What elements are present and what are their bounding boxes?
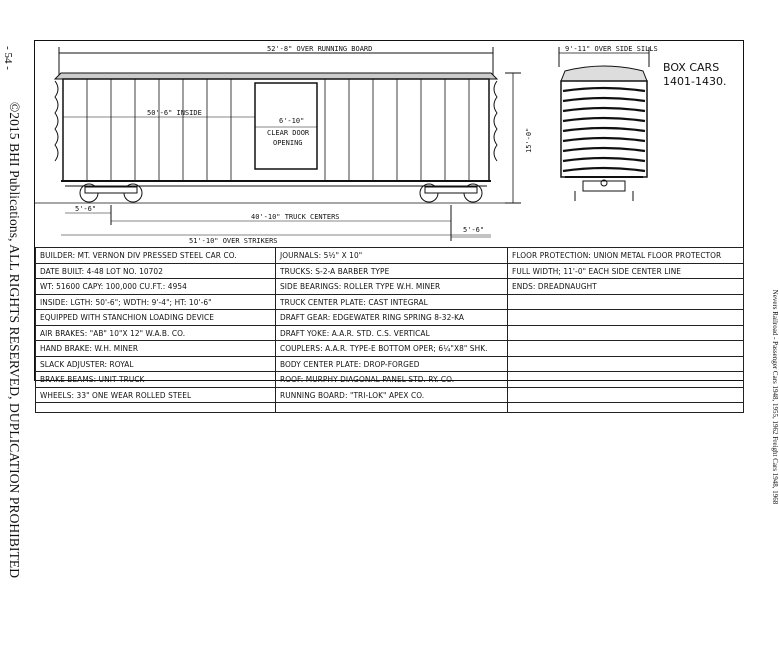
spec-cell: EQUIPPED WITH STANCHION LOADING DEVICE	[36, 310, 276, 326]
spec-row	[36, 248, 744, 264]
left-overhang-label: 5'-6"	[75, 205, 97, 213]
spec-cell: WT: 51600 CAPY: 100,000 CU.FT.: 4954	[36, 279, 276, 295]
spec-cell: HAND BRAKE: W.H. MINER	[36, 341, 276, 357]
door-width-label: 6'-10"	[279, 117, 305, 125]
spec-cell: FLOOR PROTECTION: UNION METAL FLOOR PROTECTOR	[508, 248, 744, 264]
spec-cell: BUILDER: MT. VERNON DIV PRESSED STEEL CAR CO.	[36, 248, 276, 264]
spec-row	[36, 294, 744, 310]
side-caption: Nevers Railroad - Passenger Cars 1948, 1955, 1962 Freight Cars 1948, 1968	[771, 289, 779, 505]
door-label-line2: OPENING	[273, 139, 303, 147]
spec-row	[36, 356, 744, 372]
right-overhang-label: 5'-6"	[463, 226, 485, 234]
spec-cell: BODY CENTER PLATE: DROP-FORGED	[276, 356, 508, 372]
spec-row	[36, 341, 744, 357]
door-label-line1: CLEAR DOOR	[267, 129, 310, 137]
right-truck	[420, 184, 482, 202]
spec-cell: BRAKE BEAMS: UNIT TRUCK	[36, 372, 276, 388]
spec-cell	[36, 403, 276, 413]
spec-cell: DRAFT YOKE: A.A.R. STD. C.S. VERTICAL	[276, 325, 508, 341]
over-strikers-label: 51'-10" OVER STRIKERS	[189, 237, 278, 245]
specification-table	[35, 247, 744, 413]
spec-cell: AIR BRAKES: "AB" 10"X 12" W.A.B. CO.	[36, 325, 276, 341]
page-number: - 54 -	[1, 46, 14, 70]
spec-cell: ROOF: MURPHY DIAGONAL PANEL STD. RY. CO.	[276, 372, 508, 388]
spec-cell	[508, 372, 744, 388]
spec-cell	[508, 325, 744, 341]
inside-length-label: 50'-6" INSIDE	[147, 109, 202, 117]
spec-row	[36, 372, 744, 388]
spec-cell: INSIDE: LGTH: 50'-6"; WDTH: 9'-4"; HT: 10'-6"	[36, 294, 276, 310]
spec-cell	[508, 387, 744, 403]
end-view-roof	[561, 66, 647, 81]
left-end-ladder	[55, 81, 58, 161]
spec-row	[36, 279, 744, 295]
spec-cell: COUPLERS: A.A.R. TYPE-E BOTTOM OPER; 6¼"X8" SHK.	[276, 341, 508, 357]
spec-cell: JOURNALS: 5½" X 10"	[276, 248, 508, 264]
right-end-ladder	[494, 81, 497, 161]
diagram-sheet	[34, 40, 744, 400]
left-truck	[80, 184, 142, 202]
spec-cell	[508, 310, 744, 326]
spec-cell: ENDS: DREADNAUGHT	[508, 279, 744, 295]
spec-cell: TRUCK CENTER PLATE: CAST INTEGRAL	[276, 294, 508, 310]
spec-cell: DATE BUILT: 4-48 LOT NO. 10702	[36, 263, 276, 279]
spec-row	[36, 263, 744, 279]
spec-cell: DRAFT GEAR: EDGEWATER RING SPRING 8-32-KA	[276, 310, 508, 326]
side-sills-label: 9'-11" OVER SIDE SILLS	[565, 45, 658, 53]
spec-cell: TRUCKS: S-2-A BARBER TYPE	[276, 263, 508, 279]
door	[255, 83, 317, 169]
spec-cell: RUNNING BOARD: "TRI-LOK" APEX CO.	[276, 387, 508, 403]
car-class-title: BOX CARS	[663, 61, 720, 74]
spec-row	[36, 403, 744, 413]
spec-cell	[276, 403, 508, 413]
height-label: 15'-0"	[525, 127, 533, 153]
spec-cell: SLACK ADJUSTER: ROYAL	[36, 356, 276, 372]
spec-row	[36, 387, 744, 403]
copyright-notice: ©2015 BHI Publications, ALL RIGHTS RESERVED, DUPLICATION PROHIBITED	[7, 101, 22, 579]
roof	[55, 73, 497, 79]
spec-row	[36, 325, 744, 341]
spec-cell: SIDE BEARINGS: ROLLER TYPE W.H. MINER	[276, 279, 508, 295]
truck-centers-label: 40'-10" TRUCK CENTERS	[251, 213, 340, 221]
spec-cell: FULL WIDTH; 11'-0" EACH SIDE CENTER LINE	[508, 263, 744, 279]
spec-cell: WHEELS: 33" ONE WEAR ROLLED STEEL	[36, 387, 276, 403]
boxcar-drawing	[35, 41, 743, 247]
spec-cell	[508, 341, 744, 357]
spec-cell	[508, 294, 744, 310]
spec-row	[36, 310, 744, 326]
running-board-label: 52'-8" OVER RUNNING BOARD	[267, 45, 373, 53]
spec-cell	[508, 403, 744, 413]
spec-cell	[508, 356, 744, 372]
car-number-range: 1401-1430.	[663, 75, 727, 88]
